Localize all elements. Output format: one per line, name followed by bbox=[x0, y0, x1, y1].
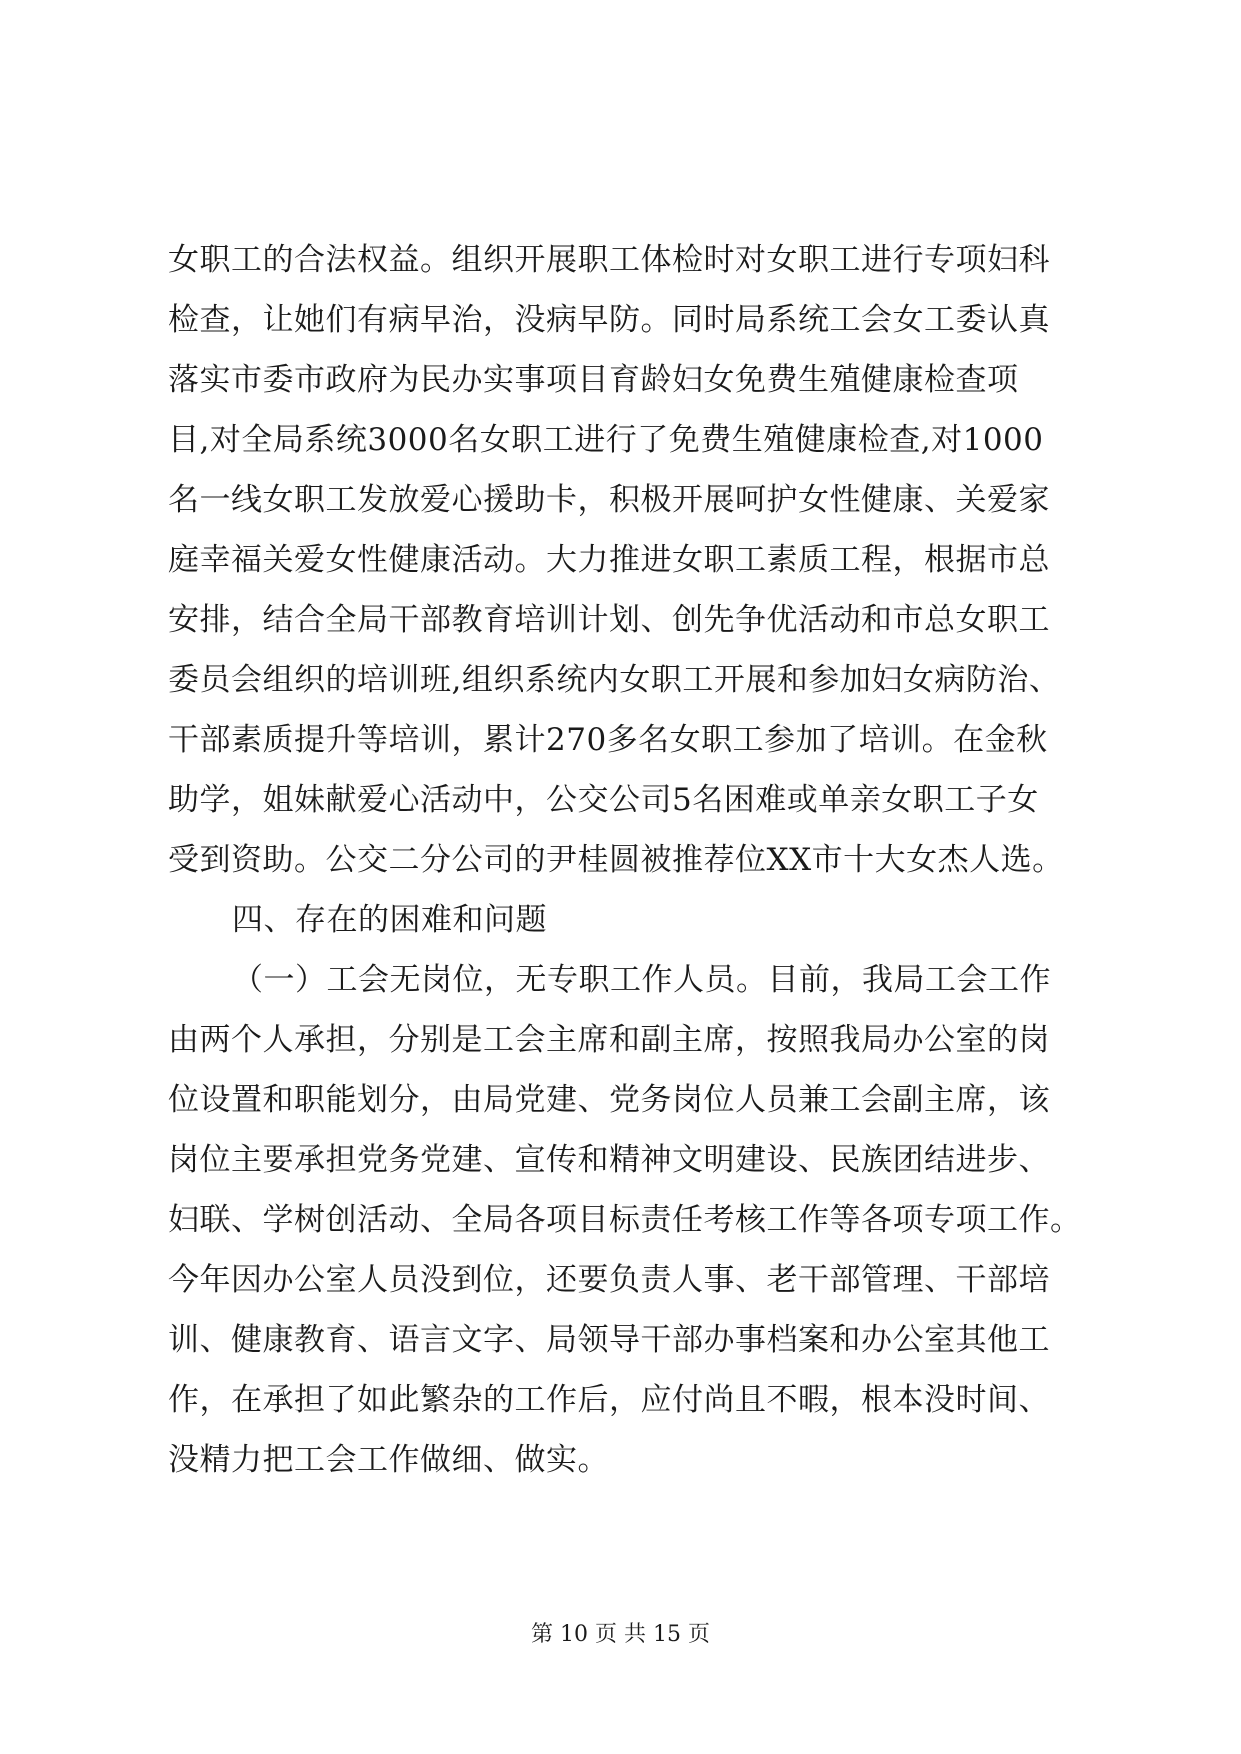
text-line: 位设置和职能划分，由局党建、党务岗位人员兼工会副主席，该 bbox=[168, 1082, 1050, 1118]
text-line: 女职工的合法权益。组织开展职工体检时对女职工进行专项妇科 bbox=[168, 242, 1050, 278]
text-line: 委员会组织的培训班,组织系统内女职工开展和参加妇女病防治、 bbox=[168, 662, 1061, 698]
text-line: 安排，结合全局干部教育培训计划、创先争优活动和市总女职工 bbox=[168, 602, 1050, 638]
text-line: 今年因办公室人员没到位，还要负责人事、老干部管理、干部培 bbox=[168, 1262, 1050, 1298]
subsection-heading-line: （一）工会无岗位，无专职工作人员。目前，我局工会工作 bbox=[232, 962, 1051, 998]
document-body bbox=[168, 230, 1088, 1490]
text-line: 训、健康教育、语言文字、局领导干部办事档案和办公室其他工 bbox=[168, 1322, 1050, 1358]
text-line: 庭幸福关爱女性健康活动。大力推进女职工素质工程，根据市总 bbox=[168, 542, 1050, 578]
text-line: 由两个人承担，分别是工会主席和副主席，按照我局办公室的岗 bbox=[168, 1022, 1050, 1058]
text-line: 干部素质提升等培训，累计270多名女职工参加了培训。在金秋 bbox=[168, 722, 1048, 758]
page-number-footer: 第 10 页 共 15 页 bbox=[531, 1622, 710, 1647]
text-line: 岗位主要承担党务党建、宣传和精神文明建设、民族团结进步、 bbox=[168, 1142, 1050, 1178]
text-line: 妇联、学树创活动、全局各项目标责任考核工作等各项专项工作。 bbox=[168, 1202, 1082, 1238]
text-line: 受到资助。公交二分公司的尹桂圆被推荐位XX市十大女杰人选。 bbox=[168, 842, 1064, 878]
text-line: 名一线女职工发放爱心援助卡，积极开展呵护女性健康、关爱家 bbox=[168, 482, 1050, 518]
text-line: 没精力把工会工作做细、做实。 bbox=[168, 1442, 609, 1478]
text-line: 目,对全局系统3000名女职工进行了免费生殖健康检查,对1000 bbox=[168, 422, 1044, 458]
text-line: 检查，让她们有病早治，没病早防。同时局系统工会女工委认真 bbox=[168, 302, 1050, 338]
text-line: 助学，姐妹献爱心活动中，公交公司5名困难或单亲女职工子女 bbox=[168, 782, 1039, 818]
text-line: 作，在承担了如此繁杂的工作后，应付尚且不暇，根本没时间、 bbox=[168, 1382, 1050, 1418]
text-line: 落实市委市政府为民办实事项目育龄妇女免费生殖健康检查项 bbox=[168, 362, 1019, 398]
section-heading: 四、存在的困难和问题 bbox=[232, 902, 547, 938]
